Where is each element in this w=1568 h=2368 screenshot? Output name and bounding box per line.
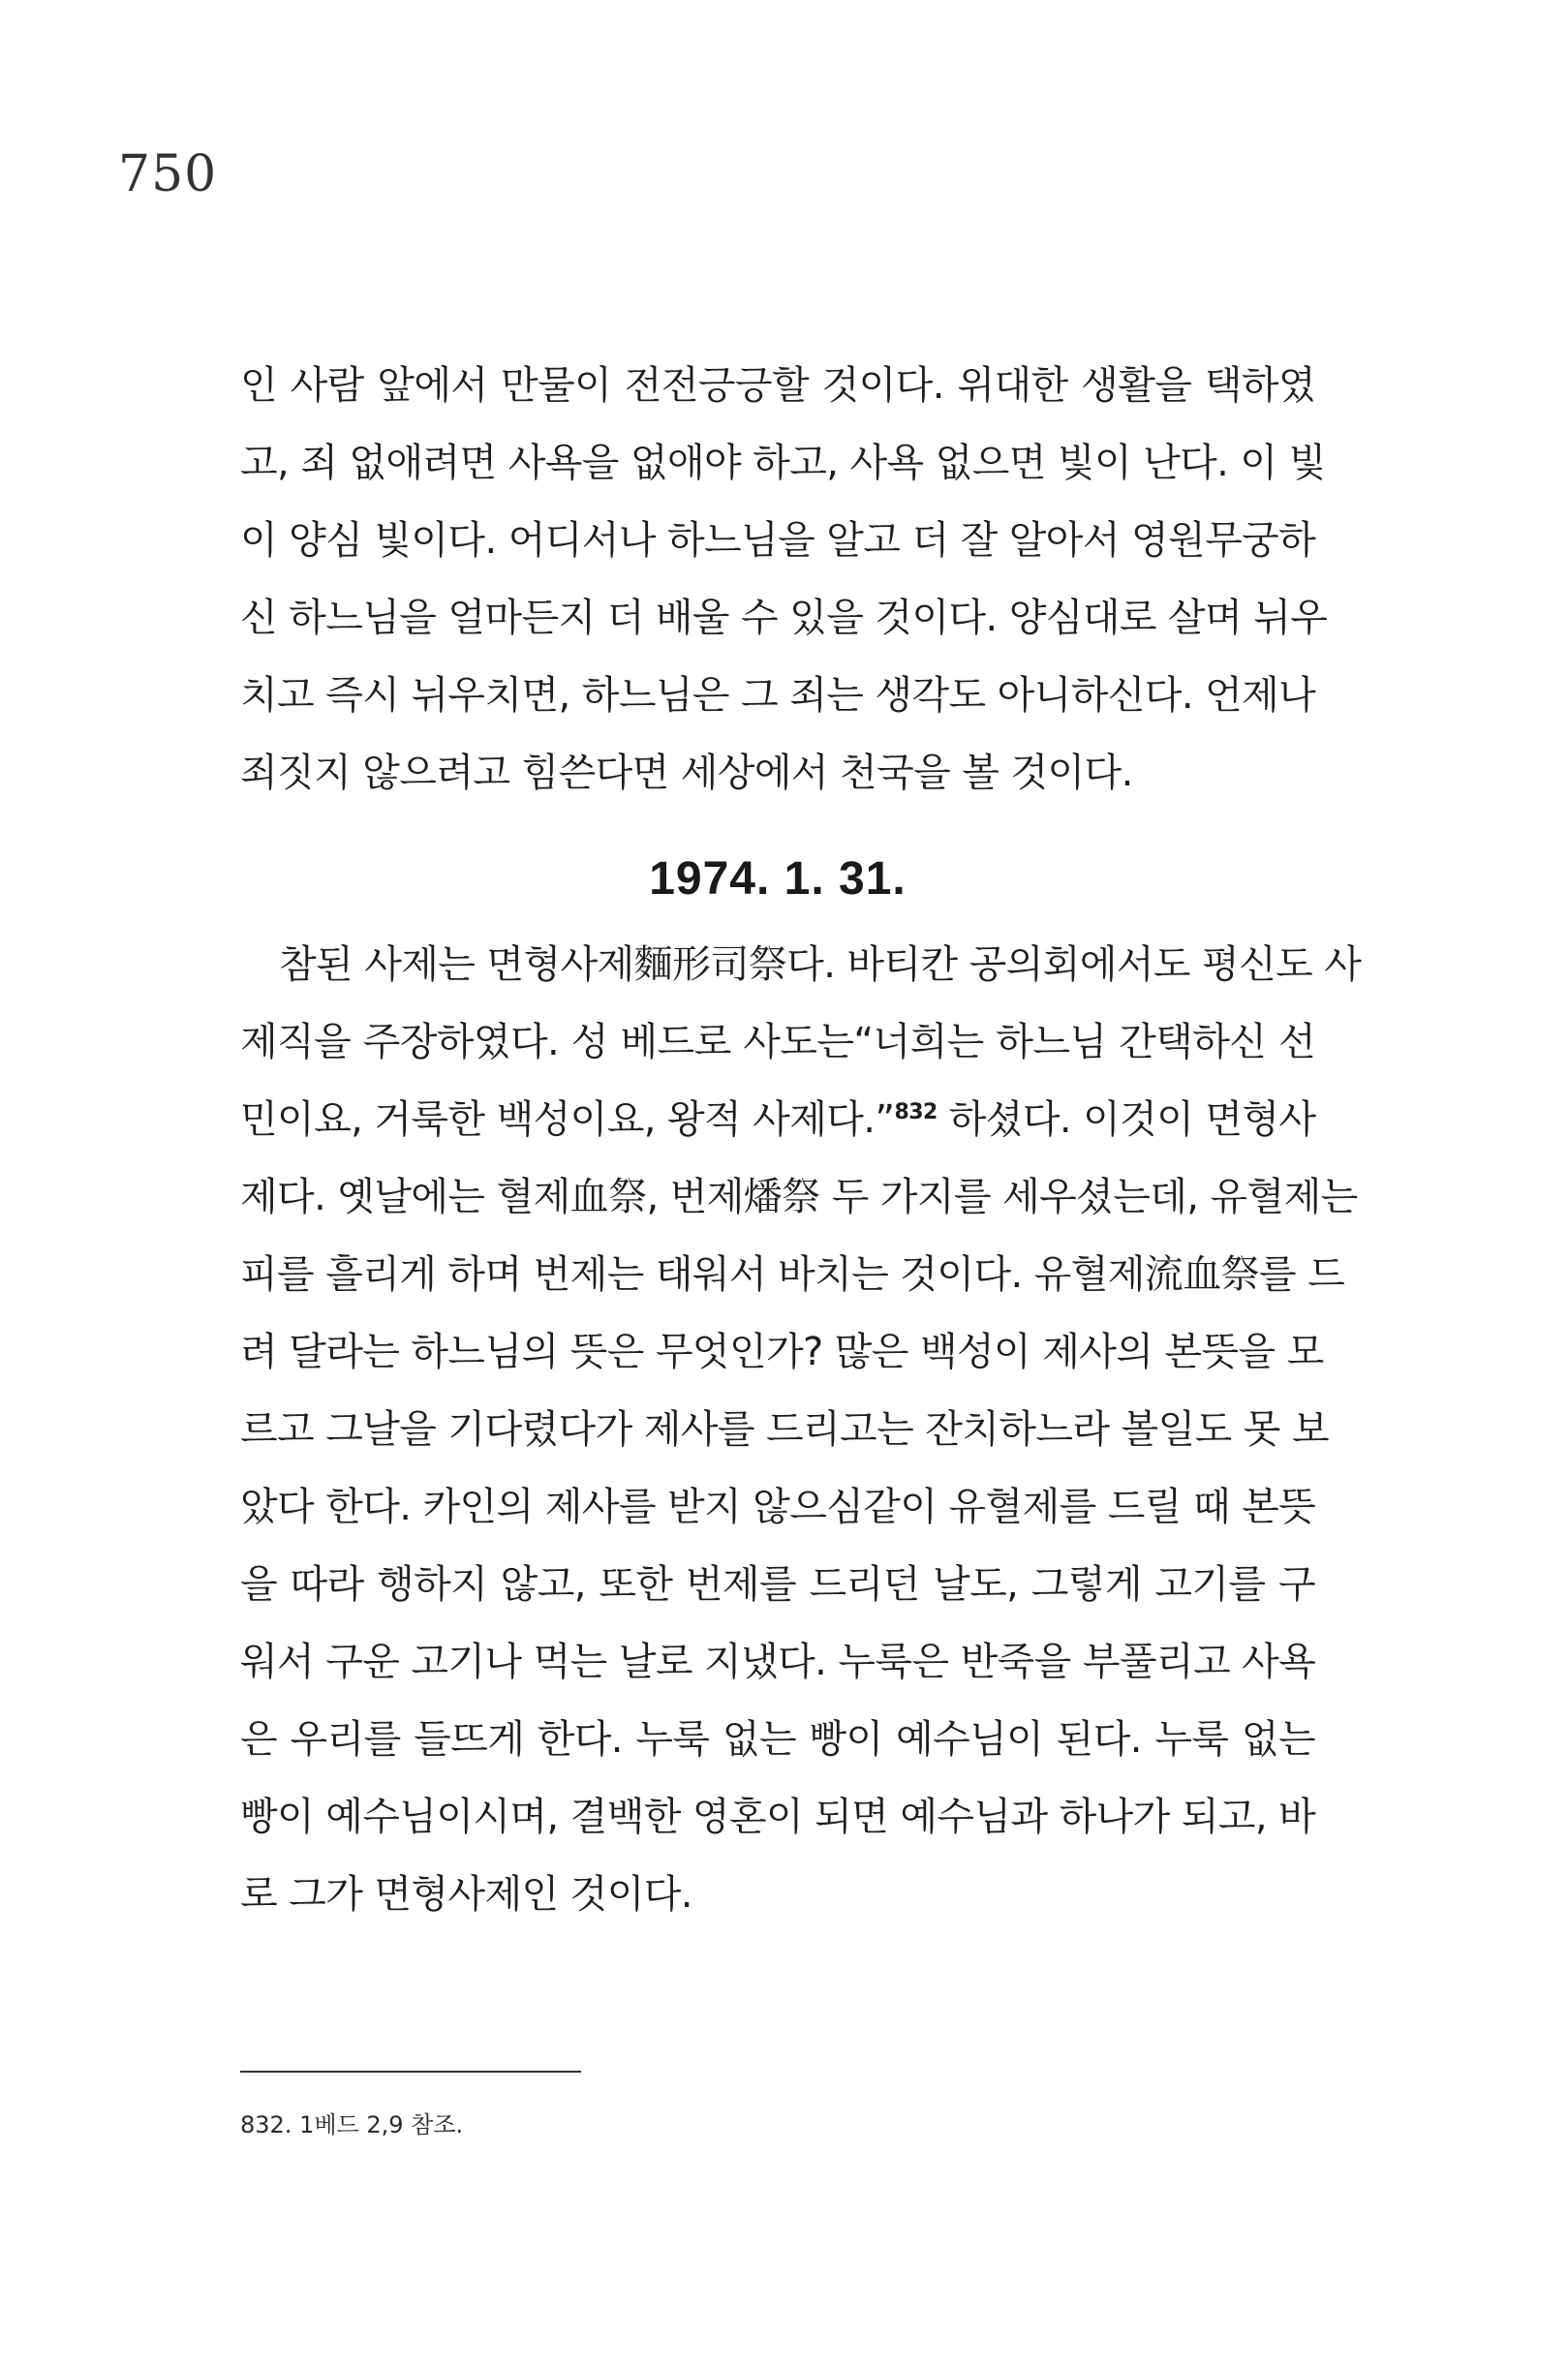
text-line: 참된 사제는 면형사제麵形司祭다. 바티칸 공의회에서도 평신도 사 bbox=[279, 942, 1362, 987]
text-line: 죄짓지 않으려고 힘쓴다면 세상에서 천국을 볼 것이다. bbox=[240, 751, 1133, 795]
text-line: 피를 흘리게 하며 번제는 태워서 바치는 것이다. 유혈제流血祭를 드 bbox=[240, 1252, 1345, 1297]
section-paragraph bbox=[240, 926, 1362, 1933]
text-line: 았다 한다. 카인의 제사를 받지 않으심같이 유혈제를 드릴 때 본뜻 bbox=[240, 1485, 1316, 1529]
text-line: 빵이 예수님이시며, 결백한 영혼이 되면 예수님과 하나가 되고, 바 bbox=[240, 1795, 1316, 1839]
text-fragment: 민이요, 거룩한 백성이요, 왕적 사제다.” bbox=[240, 1097, 895, 1142]
text-line: 이 양심 빛이다. 어디서나 하느님을 알고 더 잘 알아서 영원무궁하 bbox=[240, 518, 1316, 563]
text-fragment: 하셨다. 이것이 면형사 bbox=[937, 1097, 1316, 1142]
body-paragraph bbox=[240, 347, 1328, 812]
section-date-heading: 1974. 1. 31. bbox=[649, 853, 907, 905]
footnote: 832. 1베드 2,9 참조. bbox=[240, 2111, 464, 2138]
text-line: 인 사람 앞에서 만물이 전전긍긍할 것이다. 위대한 생활을 택하였 bbox=[240, 363, 1315, 408]
text-line: 로 그가 면형사제인 것이다. bbox=[240, 1872, 692, 1917]
text-line: 신 하느님을 얼마든지 더 배울 수 있을 것이다. 양심대로 살며 뉘우 bbox=[240, 596, 1328, 640]
text-line: 워서 구운 고기나 먹는 날로 지냈다. 누룩은 반죽을 부풀리고 사욕 bbox=[240, 1640, 1316, 1684]
page-number: 750 bbox=[118, 145, 218, 203]
text-line: 을 따라 행하지 않고, 또한 번제를 드리던 날도, 그렇게 고기를 구 bbox=[240, 1562, 1315, 1607]
footnote-reference[interactable]: 832 bbox=[894, 1100, 938, 1124]
text-line: 제직을 주장하였다. 성 베드로 사도는“너희는 하느님 간택하신 선 bbox=[240, 1020, 1315, 1064]
text-line: 려 달라는 하느님의 뜻은 무엇인가? 많은 백성이 제사의 본뜻을 모 bbox=[240, 1330, 1324, 1374]
text-line: 르고 그날을 기다렸다가 제사를 드리고는 잔치하느라 볼일도 못 보 bbox=[240, 1407, 1329, 1452]
footnote-divider bbox=[240, 2071, 581, 2073]
text-line: 은 우리를 들뜨게 한다. 누룩 없는 빵이 예수님이 된다. 누룩 없는 bbox=[240, 1717, 1315, 1762]
text-line-with-footnote bbox=[240, 1081, 1315, 1158]
text-line: 치고 즉시 뉘우치면, 하느님은 그 죄는 생각도 아니하신다. 언제나 bbox=[240, 673, 1316, 718]
text-line: 제다. 옛날에는 혈제血祭, 번제燔祭 두 가지를 세우셨는데, 유혈제는 bbox=[240, 1175, 1358, 1219]
text-line: 고, 죄 없애려면 사욕을 없애야 하고, 사욕 없으면 빛이 난다. 이 빛 bbox=[240, 441, 1326, 485]
